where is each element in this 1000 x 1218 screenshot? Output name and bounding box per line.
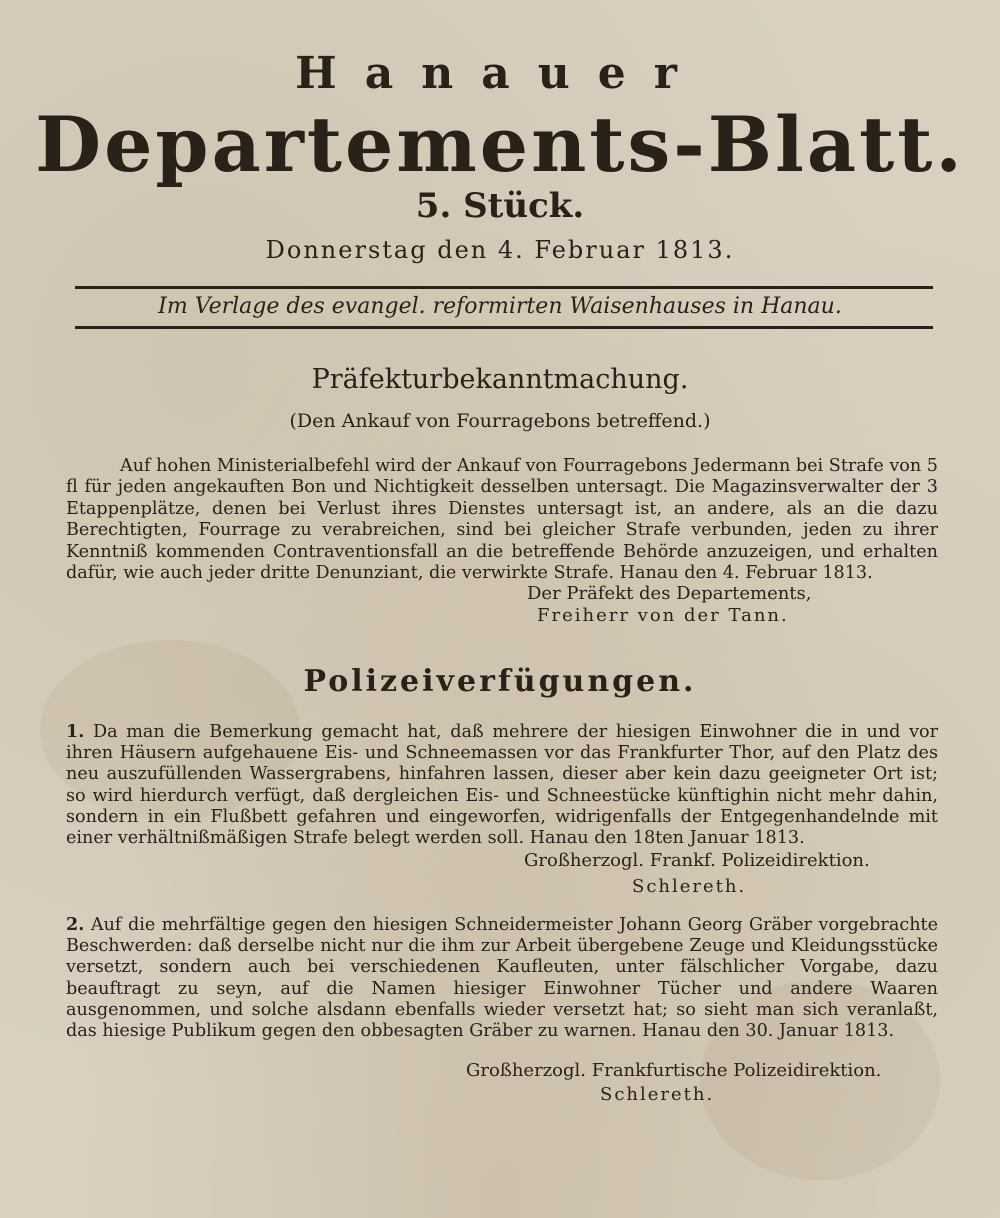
- section-subheading: (Den Ankauf von Fourragebons betreffend.): [289, 410, 711, 432]
- divider-bottom: [75, 326, 933, 329]
- section-heading-prefecture: Präfekturbekanntmachung.: [311, 364, 689, 395]
- item-number: 2.: [66, 914, 85, 935]
- item-text: Auf die mehrfältige gegen den hiesigen Schneidermeister Johann Georg Gräber vorgebrachte Beschwerden: daß derselbe nicht nur die ihm zur Arbeit übergebene Zeuge und Kleidungsstücke versetzt, sondern auch bei verschiedenen Kaufleuten, unter fälschlicher Vorgabe, dazu beauftragt zu seyn, auf die Namen hiesiger Einwohner Tücher und andere Waaren ausgenommen, und solche alsdann ebenfalls wieder versetzt hat; so sieht man sich veranlaßt, das hiesige Publikum gegen den obbesagten Gräber zu warnen. Hanau den 30. Januar 1813.: [66, 915, 939, 1042]
- signature-name: Schlereth.: [632, 876, 747, 897]
- signature-title: Großherzogl. Frankfurtische Polizeidirektion.: [466, 1060, 882, 1081]
- section-heading-police: Polizeiverfügungen.: [303, 664, 697, 699]
- issue-date: Donnerstag den 4. Februar 1813.: [265, 236, 735, 264]
- publisher-line: Im Verlage des evangel. reformirten Waisenhauses in Hanau.: [158, 294, 842, 319]
- masthead-title: Departements-Blatt.: [35, 100, 965, 189]
- signature-name: Schlereth.: [600, 1084, 715, 1105]
- signature-title: Der Präfekt des Departements,: [527, 583, 812, 604]
- divider-top: [75, 286, 933, 289]
- signature-name: Freiherr von der Tann.: [537, 605, 789, 626]
- police-item: [66, 721, 938, 849]
- signature-title: Großherzogl. Frankf. Polizeidirektion.: [524, 850, 870, 871]
- police-item: [66, 914, 938, 1042]
- masthead-city: Hanauer: [295, 48, 705, 99]
- prefecture-notice-body: Auf hohen Ministerialbefehl wird der Ankauf von Fourragebons Jedermann bei Strafe von 5 fl für jeden angekauften Bon und Nichtigkeit desselben untersagt. Die Magazinsverwalter der 3 Etappenplätze, denen bei Verlust ihres Dienstes untersagt ist, an andere, als an die dazu Berechtigten, Fourrage zu verabreichen, sind bei gleicher Strafe verbunden, jeden zu ihrer Kenntniß kommenden Contraventionsfall an die betreffende Behörde anzuzeigen, und erhalten dafür, wie auch jeder dritte Denunziant, die verwirkte Strafe. Hanau den 4. Februar 1813.: [66, 456, 938, 584]
- issue-number: 5. Stück.: [415, 186, 585, 226]
- item-text: Da man die Bemerkung gemacht hat, daß mehrere der hiesigen Einwohner die in und vor ihren Häusern aufgehauene Eis- und Schneemassen vor das Frankfurter Thor, auf den Platz des neu auszufüllenden Wassergrabens, hinfahren lassen, dieser aber kein dazu geeigneter Ort ist; so wird hierdurch verfügt, daß dergleichen Eis- und Schneestücke künftighin nicht mehr dahin, sondern in ein Flußbett gefahren und eingeworfen, widrigenfalls der Entgegenhandelnde mit einer verhältnißmäßigen Strafe belegt werden soll. Hanau den 18ten Januar 1813.: [66, 722, 939, 849]
- item-number: 1.: [66, 721, 85, 742]
